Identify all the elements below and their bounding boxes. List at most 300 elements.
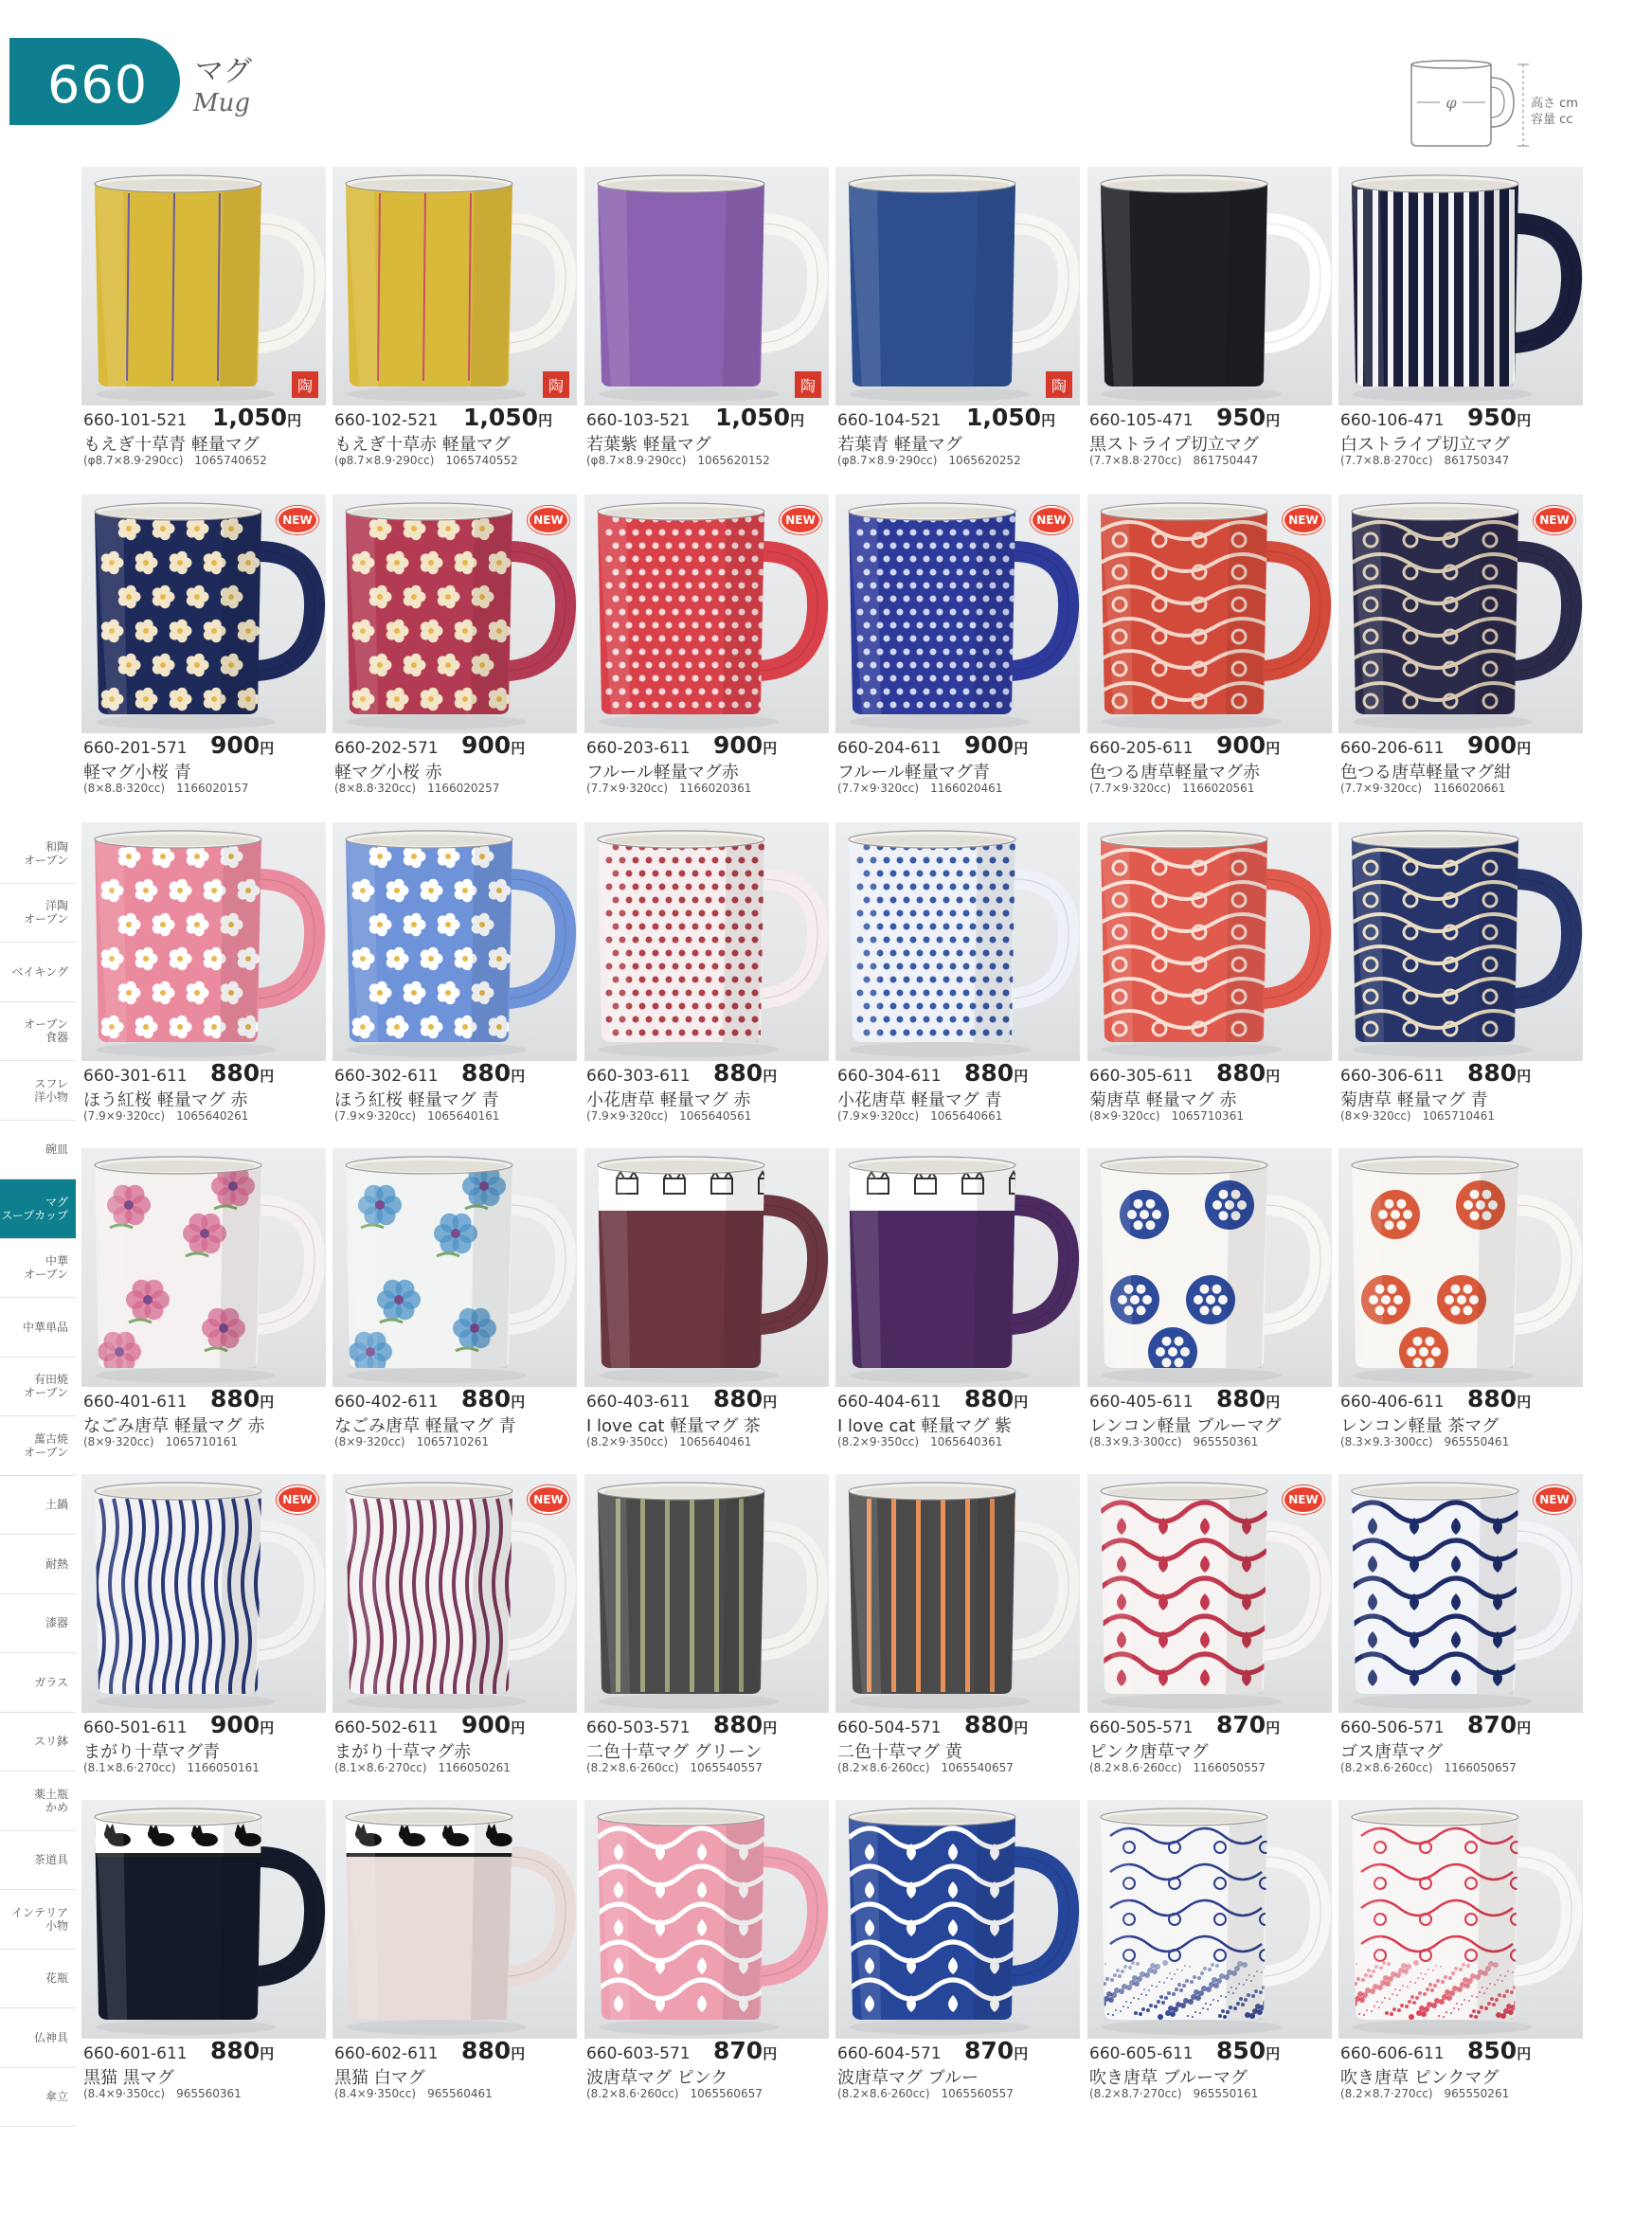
product-photo[interactable] (1338, 167, 1583, 405)
product-card[interactable] (1338, 495, 1583, 812)
product-photo[interactable] (584, 822, 829, 1061)
product-dimensions: (8×8.8·320cc) (334, 782, 417, 795)
product-dimensions: (7.9×9·320cc) (586, 1109, 669, 1123)
nav-item-18[interactable]: インテリア 小物 (0, 1890, 76, 1950)
product-spec (334, 1435, 489, 1448)
nav-item-19[interactable]: 花瓶 (0, 1950, 76, 2009)
mug-image (584, 1148, 829, 1387)
product-code: 660-302-611 (334, 1067, 439, 1086)
price-value: 880 (713, 1385, 763, 1412)
mug-image (332, 1800, 577, 2039)
price-value: 900 (461, 731, 512, 759)
section-title: マグ (195, 55, 252, 88)
product-price (713, 1385, 777, 1412)
product-spec (837, 1109, 1002, 1123)
price-value: 880 (1216, 1385, 1266, 1412)
product-price (964, 1385, 1028, 1412)
product-price (461, 2037, 525, 2064)
product-price (461, 1385, 525, 1412)
product-code: 660-204-611 (837, 739, 942, 758)
product-photo[interactable] (332, 1148, 577, 1387)
product-card[interactable] (584, 495, 829, 812)
nav-item-15[interactable]: スリ鉢 (0, 1713, 76, 1772)
product-code: 660-105-471 (1089, 411, 1194, 430)
price-unit: 円 (511, 1068, 526, 1085)
product-name: 小花唐草 軽量マグ 赤 (586, 1090, 751, 1110)
product-dimensions: (8.2×8.6·260cc) (837, 2087, 930, 2100)
product-spec (586, 1435, 751, 1448)
product-jan-code: 1065710261 (416, 1435, 489, 1448)
product-name: もえぎ十草青 軽量マグ (83, 435, 260, 455)
product-card[interactable] (81, 167, 326, 484)
product-card[interactable] (584, 167, 829, 484)
product-photo[interactable] (332, 822, 577, 1061)
pottery-badge: 陶 (795, 371, 821, 398)
mug-image (835, 167, 1080, 405)
product-card[interactable] (835, 167, 1080, 484)
product-card[interactable] (835, 495, 1080, 812)
product-card[interactable] (1338, 167, 1583, 484)
product-jan-code: 965560461 (427, 2087, 493, 2100)
pottery-badge: 陶 (543, 371, 569, 398)
product-name: 小花唐草 軽量マグ 青 (837, 1090, 1002, 1110)
product-card[interactable] (584, 1148, 829, 1466)
product-photo[interactable] (1087, 167, 1332, 405)
product-name: 波唐草マグ ピンク (586, 2068, 728, 2088)
nav-item-1[interactable]: 洋陶 オーブン (0, 884, 76, 944)
product-code: 660-101-521 (83, 411, 188, 430)
price-unit: 円 (1014, 1068, 1029, 1085)
product-jan-code: 1065740552 (445, 454, 518, 467)
product-dimensions: (8×8.8·320cc) (83, 782, 166, 795)
nav-item-6[interactable]: マグ スープカップ (0, 1179, 76, 1239)
product-price (210, 1385, 274, 1412)
product-name: なごみ唐草 軽量マグ 赤 (83, 1416, 265, 1436)
product-jan-code: 1065640261 (176, 1109, 249, 1123)
product-spec (1340, 1761, 1517, 1774)
product-code: 660-505-571 (1089, 1718, 1194, 1737)
price-value: 870 (713, 2037, 763, 2064)
product-price (715, 404, 804, 431)
product-name: 吹き唐草 ピンクマグ (1340, 2068, 1499, 2088)
price-unit: 円 (1266, 2045, 1281, 2062)
product-card[interactable] (1087, 1800, 1332, 2117)
pottery-badge: 陶 (292, 371, 318, 398)
product-price (1467, 2037, 1531, 2064)
product-photo[interactable] (835, 167, 1080, 405)
price-value: 880 (964, 1385, 1015, 1412)
nav-item-17[interactable]: 茶道具 (0, 1831, 76, 1891)
product-card[interactable] (1338, 1474, 1583, 1791)
product-photo[interactable] (1338, 1148, 1583, 1387)
product-dimensions: (7.7×8.8·270cc) (1340, 454, 1433, 467)
nav-item-10[interactable]: 萬古焼 オーブン (0, 1416, 76, 1476)
product-card[interactable] (81, 822, 326, 1140)
price-unit: 円 (1517, 1068, 1532, 1085)
product-card[interactable] (584, 822, 829, 1140)
product-name: 軽マグ小桜 青 (83, 763, 191, 783)
product-name: 黒猫 黒マグ (83, 2068, 174, 2088)
product-code: 660-303-611 (586, 1067, 691, 1086)
price-value: 1,050 (966, 404, 1042, 431)
product-jan-code: 1065640161 (427, 1109, 500, 1123)
new-badge: NEW (277, 506, 318, 534)
nav-item-14[interactable]: ガラス (0, 1653, 76, 1713)
product-card[interactable] (1338, 1800, 1583, 2117)
product-price (1216, 1059, 1280, 1087)
price-unit: 円 (287, 412, 302, 429)
mug-image (1338, 1800, 1583, 2039)
product-spec (83, 2087, 242, 2100)
product-code: 660-506-571 (1340, 1718, 1445, 1737)
mug-image (1338, 167, 1583, 405)
product-name: レンコン軽量 ブルーマグ (1089, 1416, 1282, 1436)
product-dimensions: (7.9×9·320cc) (83, 1109, 166, 1123)
product-code: 660-102-521 (334, 411, 439, 430)
product-photo[interactable] (81, 822, 326, 1061)
product-card[interactable] (835, 1148, 1080, 1466)
new-badge: NEW (780, 506, 821, 534)
product-name: フルール軽量マグ青 (837, 763, 990, 783)
product-photo[interactable] (584, 167, 829, 405)
product-code: 660-406-611 (1340, 1393, 1445, 1412)
product-photo[interactable] (835, 822, 1080, 1061)
nav-item-13[interactable]: 漆器 (0, 1594, 76, 1654)
price-unit: 円 (260, 1068, 275, 1085)
mug-image (332, 822, 577, 1061)
product-dimensions: (8.1×8.6·270cc) (83, 1761, 176, 1774)
product-code: 660-404-611 (837, 1393, 942, 1412)
product-price (212, 404, 301, 431)
nav-item-7[interactable]: 中華 オーブン (0, 1239, 76, 1299)
price-value: 1,050 (715, 404, 791, 431)
product-name: まがり十草マグ赤 (334, 1742, 471, 1762)
price-unit: 円 (260, 1394, 275, 1411)
product-jan-code: 1065620252 (948, 454, 1021, 467)
price-unit: 円 (1014, 1394, 1029, 1411)
product-spec (334, 782, 499, 795)
product-price (713, 731, 777, 759)
mug-image (81, 1800, 326, 2039)
product-jan-code: 965550461 (1444, 1435, 1510, 1448)
product-code: 660-306-611 (1340, 1067, 1445, 1086)
price-unit: 円 (1266, 1068, 1281, 1085)
product-photo[interactable] (1087, 1474, 1332, 1713)
product-spec (83, 454, 267, 467)
price-unit: 円 (1517, 1394, 1532, 1411)
product-spec (334, 454, 518, 467)
nav-item-2[interactable]: ベイキング (0, 943, 76, 1002)
product-dimensions: (8.2×8.6·260cc) (586, 2087, 679, 2100)
price-value: 880 (461, 1385, 512, 1412)
product-photo[interactable] (835, 495, 1080, 733)
product-photo[interactable] (835, 1800, 1080, 2039)
price-value: 900 (964, 731, 1015, 759)
price-value: 880 (713, 1059, 763, 1087)
product-card[interactable] (1087, 1474, 1332, 1791)
product-photo[interactable] (332, 495, 577, 733)
product-card[interactable] (81, 1800, 326, 2117)
product-spec (83, 1109, 248, 1123)
product-jan-code: 1065710361 (1171, 1109, 1244, 1123)
product-price (964, 731, 1028, 759)
mug-image (584, 1474, 829, 1713)
product-dimensions: (8.2×8.6·260cc) (1089, 1761, 1182, 1774)
product-card[interactable] (1087, 822, 1332, 1140)
product-card[interactable] (332, 1474, 577, 1791)
new-badge: NEW (1534, 506, 1575, 534)
price-value: 1,050 (212, 404, 288, 431)
product-spec (837, 1761, 1014, 1774)
product-price (461, 1059, 525, 1087)
product-card[interactable] (332, 167, 577, 484)
product-card[interactable] (835, 1800, 1080, 2117)
category-index (0, 824, 76, 2132)
product-price (1467, 1385, 1531, 1412)
product-dimensions: (7.7×8.8·270cc) (1089, 454, 1182, 467)
product-name: もえぎ十草赤 軽量マグ (334, 435, 511, 455)
product-card[interactable] (835, 822, 1080, 1140)
mug-image (332, 167, 577, 405)
product-spec (334, 1761, 511, 1774)
nav-item-9[interactable]: 有田焼 オーブン (0, 1358, 76, 1417)
product-photo[interactable] (332, 1800, 577, 2039)
product-spec (1089, 1109, 1244, 1123)
product-photo[interactable] (1338, 495, 1583, 733)
mug-image (835, 1148, 1080, 1387)
nav-item-16[interactable]: 薬土瓶 かめ (0, 1772, 76, 1831)
price-value: 900 (210, 731, 260, 759)
product-name: 波唐草マグ ブルー (837, 2068, 979, 2088)
product-name: レンコン軽量 茶マグ (1340, 1416, 1499, 1436)
price-unit: 円 (538, 412, 553, 429)
nav-item-20[interactable]: 仏神具 (0, 2008, 76, 2068)
product-price (1216, 2037, 1280, 2064)
product-name: I love cat 軽量マグ 茶 (586, 1416, 761, 1436)
price-value: 900 (461, 1711, 512, 1738)
product-photo[interactable] (1087, 1800, 1332, 2039)
product-spec (1340, 1435, 1509, 1448)
price-unit: 円 (260, 1719, 275, 1736)
product-photo[interactable] (835, 1148, 1080, 1387)
product-name: 吹き唐草 ブルーマグ (1089, 2068, 1248, 2088)
product-price (713, 2037, 777, 2064)
legend-height: 高さ cm (1531, 97, 1578, 111)
price-value: 870 (1467, 1711, 1517, 1738)
product-jan-code: 1065740652 (194, 454, 267, 467)
mug-image (1087, 167, 1332, 405)
product-photo[interactable] (835, 1474, 1080, 1713)
product-card[interactable] (584, 1800, 829, 2117)
product-code: 660-206-611 (1340, 739, 1445, 758)
price-unit: 円 (511, 2045, 526, 2062)
product-price (210, 1711, 274, 1738)
product-jan-code: 965550361 (1193, 1435, 1259, 1448)
product-card[interactable] (332, 1800, 577, 2117)
product-photo[interactable] (332, 1474, 577, 1713)
price-value: 1,050 (463, 404, 539, 431)
mug-image (1338, 822, 1583, 1061)
product-dimensions: (φ8.7×8.9·290cc) (586, 454, 687, 467)
price-value: 880 (964, 1059, 1015, 1087)
product-jan-code: 1065560657 (690, 2087, 763, 2100)
nav-item-4[interactable]: スフレ 洋小物 (0, 1061, 76, 1121)
product-code: 660-605-611 (1089, 2044, 1194, 2063)
product-card[interactable] (1087, 167, 1332, 484)
product-jan-code: 1065640661 (930, 1109, 1003, 1123)
product-code: 660-604-571 (837, 2044, 942, 2063)
product-dimensions: (8.3×9.3·300cc) (1089, 1435, 1182, 1448)
product-dimensions: (8×9·320cc) (83, 1435, 154, 1448)
product-jan-code: 1065560557 (941, 2087, 1014, 2100)
price-unit: 円 (1014, 740, 1029, 757)
product-photo[interactable] (584, 1800, 829, 2039)
product-photo[interactable] (584, 1148, 829, 1387)
price-value: 880 (713, 1711, 763, 1738)
product-card[interactable] (1338, 1148, 1583, 1466)
product-code: 660-603-571 (586, 2044, 691, 2063)
product-photo[interactable] (332, 167, 577, 405)
price-value: 880 (210, 1059, 260, 1087)
nav-item-12[interactable]: 耐熱 (0, 1535, 76, 1594)
price-unit: 円 (1517, 1719, 1532, 1736)
product-name: 若葉青 軽量マグ (837, 435, 962, 455)
product-spec (83, 1761, 260, 1774)
nav-item-0[interactable]: 和陶 オーブン (0, 824, 76, 884)
price-unit: 円 (1041, 412, 1056, 429)
nav-item-5[interactable]: 碗皿 (0, 1121, 76, 1180)
product-photo[interactable] (81, 1474, 326, 1713)
product-code: 660-203-611 (586, 739, 691, 758)
product-name: まがり十草マグ青 (83, 1742, 220, 1762)
product-card[interactable] (1087, 1148, 1332, 1466)
product-code: 660-301-611 (83, 1067, 188, 1086)
product-price (210, 731, 274, 759)
price-unit: 円 (1517, 2045, 1532, 2062)
product-code: 660-205-611 (1089, 739, 1194, 758)
product-card[interactable] (332, 1148, 577, 1466)
pottery-badge: 陶 (1046, 371, 1072, 398)
price-value: 880 (1467, 1385, 1517, 1412)
nav-item-3[interactable]: オーブン 食器 (0, 1002, 76, 1062)
product-spec (837, 2087, 1014, 2100)
mug-image (584, 822, 829, 1061)
product-code: 660-405-611 (1089, 1393, 1194, 1412)
product-dimensions: (7.7×9·320cc) (586, 782, 669, 795)
product-jan-code: 861750347 (1444, 454, 1510, 467)
product-jan-code: 1065640461 (679, 1435, 752, 1448)
product-jan-code: 1166020561 (1182, 782, 1255, 795)
page-number: 660 (47, 55, 149, 115)
product-spec (1340, 782, 1505, 795)
product-jan-code: 1166020661 (1433, 782, 1506, 795)
product-price (1216, 731, 1280, 759)
product-price (1467, 1059, 1531, 1087)
price-value: 870 (1216, 1711, 1266, 1738)
price-unit: 円 (1266, 1394, 1281, 1411)
nav-item-11[interactable]: 土鍋 (0, 1476, 76, 1536)
nav-item-8[interactable]: 中華単品 (0, 1298, 76, 1358)
product-spec (334, 2087, 493, 2100)
product-jan-code: 1166050657 (1444, 1761, 1517, 1774)
product-card[interactable] (835, 1474, 1080, 1791)
new-badge: NEW (528, 1485, 569, 1514)
product-name: ゴス唐草マグ (1340, 1742, 1443, 1762)
product-jan-code: 1065540657 (941, 1761, 1014, 1774)
product-photo[interactable] (81, 1800, 326, 2039)
product-name: 色つる唐草軽量マグ赤 (1089, 763, 1260, 783)
product-price (1467, 404, 1531, 431)
product-card[interactable] (584, 1474, 829, 1791)
product-card[interactable] (332, 822, 577, 1140)
product-photo[interactable] (1338, 822, 1583, 1061)
price-unit: 円 (763, 1068, 778, 1085)
price-value: 900 (1216, 731, 1266, 759)
price-unit: 円 (763, 1394, 778, 1411)
product-card[interactable] (332, 495, 577, 812)
product-card[interactable] (1087, 495, 1332, 812)
price-unit: 円 (763, 740, 778, 757)
product-price (463, 404, 552, 431)
product-card[interactable] (1338, 822, 1583, 1140)
product-name: 軽マグ小桜 赤 (334, 763, 442, 783)
product-photo[interactable] (1087, 1148, 1332, 1387)
product-photo[interactable] (1338, 1800, 1583, 2039)
legend-capacity: 容量 cc (1531, 113, 1573, 127)
product-spec (1089, 1761, 1266, 1774)
product-spec (586, 2087, 763, 2100)
product-code: 660-606-611 (1340, 2044, 1445, 2063)
product-price (713, 1059, 777, 1087)
product-photo[interactable] (584, 495, 829, 733)
price-value: 880 (964, 1711, 1015, 1738)
product-jan-code: 1166020361 (679, 782, 752, 795)
price-value: 870 (964, 2037, 1015, 2064)
product-spec (586, 782, 751, 795)
product-photo[interactable] (81, 167, 326, 405)
product-code: 660-401-611 (83, 1393, 188, 1412)
product-spec (83, 1435, 238, 1448)
price-unit: 円 (1014, 1719, 1029, 1736)
mug-image (835, 822, 1080, 1061)
product-card[interactable] (81, 1148, 326, 1466)
product-photo[interactable] (1087, 495, 1332, 733)
product-jan-code: 1166050161 (187, 1761, 260, 1774)
product-name: 色つる唐草軽量マグ紺 (1340, 763, 1511, 783)
product-spec (1089, 1435, 1258, 1448)
product-photo[interactable] (1087, 822, 1332, 1061)
product-spec (837, 1435, 1002, 1448)
product-dimensions: (φ8.7×8.9·290cc) (837, 454, 938, 467)
price-unit: 円 (511, 740, 526, 757)
product-price (966, 404, 1055, 431)
product-spec (1089, 782, 1254, 795)
product-spec (837, 454, 1021, 467)
product-price (1467, 731, 1531, 759)
nav-item-21[interactable]: 傘立 (0, 2068, 76, 2128)
product-spec (586, 1109, 751, 1123)
product-photo[interactable] (81, 1148, 326, 1387)
product-photo[interactable] (584, 1474, 829, 1713)
product-card[interactable] (81, 1474, 326, 1791)
product-photo[interactable] (1338, 1474, 1583, 1713)
product-jan-code: 1166020257 (427, 782, 500, 795)
product-card[interactable] (81, 495, 326, 812)
product-name: I love cat 軽量マグ 紫 (837, 1416, 1012, 1436)
product-photo[interactable] (81, 495, 326, 733)
product-dimensions: (8×9·320cc) (1340, 1109, 1411, 1123)
product-dimensions: (8.2×8.6·260cc) (586, 1761, 679, 1774)
